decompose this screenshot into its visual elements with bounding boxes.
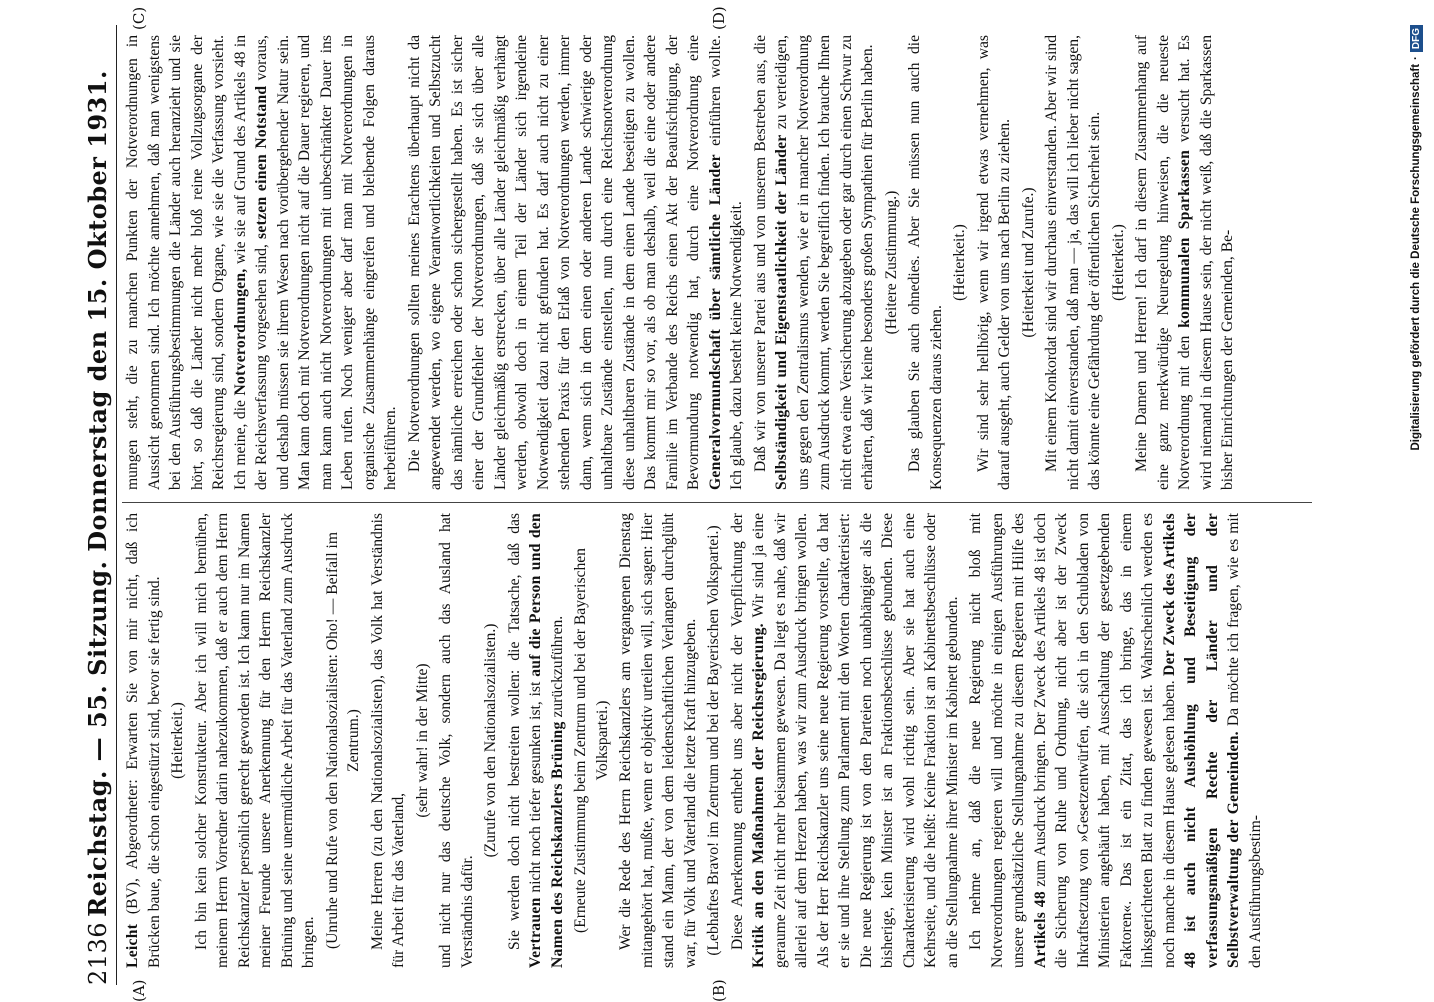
margin-mark-b: (B) xyxy=(710,979,728,1002)
interjection: (Heiterkeit.) xyxy=(951,224,968,301)
paragraph: Ich bin kein solcher Konstrukteur. Aber ich will mich bemühen, meinem Herrn Vorredner darin nahezukommen, daß er auch dem Herrn Reichskanzler persönlich gerecht geworden ist. Ich kann nur im Namen meiner Freunde unsere Anerkennung für den Herrn Reichskanzler Brüning und seine unermüdliche Arbeit für das Vaterland zum Ausdruck bringen. xyxy=(192,513,317,968)
page-title: Reichstag. — 55. Sitzung. Donnerstag den 15. Oktober 1931. xyxy=(83,70,112,917)
interjection: (Erneute Zustimmung beim Zentrum und bei der Bayerischen Volkspartei.) xyxy=(572,548,611,933)
interjection: (Heitere Zustimmung.) xyxy=(882,190,900,335)
page-number: 2136 xyxy=(84,921,112,985)
text-column-right xyxy=(122,35,1312,490)
interjection: (Lebhaftes Bravo! im Zentrum und bei der Bayerischen Volkspartei.) xyxy=(705,525,722,956)
paragraph: Daß wir von unserer Partei aus und von unserem Bestreben aus, die Selbständigkeit und Eigenstaatlichkeit der Länder zu verteidigen, uns gegen den Zentralismus wenden, wie er in mancher Notverordnung zum Ausdruck kommt, werden Sie begreiflich finden. Ich brauche Ihnen nicht etwa eine Versicherung abzugeben oder gar durch einen Schwur zu erhärten, daß wir keine besonders großen Sympathien für Berlin haben. xyxy=(751,35,876,490)
paragraph: Ich nehme an, daß die neue Regierung nicht bloß mit Notverordnungen regieren will und möchte in einigen Ausführungen unsere grundsätzliche Stellungnahme zu diesem Regieren mit Hilfe des Artikels 48 zum Ausdruck bringen. Der Zweck des Artikels 48 ist doch die Sicherung von Ruhe und Ordnung, nicht aber ist der Zweck Inkraftsetzung von »Gesetzentwürfen, die sich in den Schubladen von Ministerien angehäuft haben, mit Ausschaltung der gesetzgebenden Faktoren«. Das ist ein Zitat, das ich bringe, das in einem linksgerichteten Blatt zu finden gewesen ist. Wahrscheinlich werden es noch manche in diesem Hause gelesen haben. Der Zweck des Artikels 48 ist auch nicht Aushöhlung und Beseitigung der verfassungsmäßigen Rechte der Länder und der Selbstverwaltung der Gemeinden. Da möchte ich fragen, wie es mit den Ausführungsbestim- xyxy=(967,513,1264,968)
interjection: (sehr wahr! in der Mitte) xyxy=(413,663,431,818)
interjection: (Heiterkeit.) xyxy=(1109,224,1127,301)
paragraph: Diese Anerkennung enthebt uns aber nicht der Verpflichtung der Kritik an den Maßnahmen der Reichsregierung. Wir sind ja eine geraume Zeit nicht mehr beisammen gewesen. Da liegt es nahe, daß wir allerlei auf dem Herzen haben, was wir zum Ausdruck bringen wollen. Als der Herr Reichskanzler uns seine neue Regierung vorstellte, da hat er sie und ihre Stellung zum Parlament mit den Worten charakterisiert: Die neue Regierung ist von den Parteien noch unabhängiger als die bisherige, kein Minister ist an Fraktionsbeschlüsse gebunden. Diese Charakterisierung wird wohl richtig sein. Aber sie hat auch eine Kehrseite, und die heißt: Keine Fraktion ist an Kabinettsbeschlüsse oder an die Stellungnahme ihrer Minister im Kabinett gebunden. xyxy=(728,513,961,968)
paragraph: und nicht nur das deutsche Volk, sondern auch das Ausland hat Verständnis dafür. xyxy=(437,513,476,968)
paragraph: Wer die Rede des Herrn Reichskanzlers am vergangenen Dienstag mitangehört hat, mußte, wenn er objektiv urteilen will, sich sagen: Hier stand ein Mann, der von dem leidenschaftlichen Verlangen durchglüht war, für Volk und Vaterland die letzte Kraft hinzugeben. xyxy=(617,513,699,968)
interjection: (Heiterkeit und Zurufe.) xyxy=(1019,187,1037,338)
column-divider xyxy=(122,502,1312,503)
dfg-logo: DFG xyxy=(1410,25,1423,52)
text-column-left xyxy=(122,513,1312,968)
margin-mark-d: (D) xyxy=(710,6,728,30)
digitization-note: Digitalisierung gefördert durch die Deutsche Forschungsgemeinschaft · DFG xyxy=(1405,25,1427,985)
margin-mark-a: (A) xyxy=(130,979,148,1002)
paragraph: Meine Herren (zu den Nationalsozialisten), das Volk hat Verständnis für Arbeit für das Vaterland, xyxy=(368,513,407,968)
paragraph: Sie werden doch nicht bestreiten wollen: die Tatsache, daß das Vertrauen nicht noch tiefer gesunken ist, ist auf die Person und den Namen des Reichskanzlers Brüning zurückzuführen. xyxy=(505,513,566,968)
paragraph: Das glauben Sie auch ohnedies. Aber Sie müssen nun auch die Konsequenzen daraus ziehen. xyxy=(906,35,945,490)
paragraph: Leicht (BV), Abgeordneter: Erwarten Sie von mir nicht, daß ich Brücken baue, die schon eingestürzt sind, bevor sie fertig sind. xyxy=(124,513,163,968)
rotated-page xyxy=(70,0,1320,1000)
paragraph: Die Notverordnungen sollten meines Erachtens überhaupt nicht da angewendet werden, wo eigene Verantwortlichkeiten und Selbstzucht das nämliche erreichen oder schon sichergestellt haben. Es ist sicher einer der Grundfehler der Notverordnungen, daß sie sich über alle Länder gleichmäßig erstrecken, über alle Länder gleichmäßig verhängt werden, obwohl doch in einem Teil der Länder sich irgendeine Notwendigkeit dazu nicht gefunden hat. Es darf auch nicht zu einer stehenden Praxis für den Erlaß von Notverordnungen werden, immer dann, wenn sich in dem einen oder anderen Lande schwierige oder unhaltbare Zustände einstellen, nun durch eine Reichsnotverordnung diese unhaltbaren Zustände in dem einen Lande beseitigen zu wollen. Das kommt mir so vor, als ob man deshalb, weil die eine oder andere Familie im Verbande des Reichs einen Akt der Beaufsichtigung, der Bevormundung notwendig hat, durch eine Notverordnung eine Generalvormundschaft über sämtliche Länder einführen wollte. Ich glaube, dazu besteht keine Notwendigkeit. xyxy=(405,35,745,490)
paragraph: Mit einem Konkordat sind wir durchaus einverstanden. Aber wir sind nicht damit einverstanden, daß man — ja, das will ich lieber nicht sagen, das könnte eine Gefährdung der öffentlichen Sicherheit sein. xyxy=(1043,35,1103,490)
margin-mark-c: (C) xyxy=(130,6,148,30)
interjection: (Unruhe und Rufe von den Nationalsozialisten: Oho! — Beifall im Zentrum.) xyxy=(323,531,362,950)
interjection: (Heiterkeit.) xyxy=(169,702,186,779)
paragraph: Meine Damen und Herren! Ich darf in diesem Zusammenhang auf eine ganz merkwürdige Neuregelung hinweisen, die die neueste Notverordnung mit den kommunalen Sparkassen versucht hat. Es wird niemand in diesem Hause sein, der nicht weiß, daß die Sparkassen bisher Einrichtungen der Gemeinden, Be- xyxy=(1133,35,1236,490)
digitization-note-text: Digitalisierung gefördert durch die Deutsche Forschungsgemeinschaft xyxy=(1410,63,1422,451)
running-head xyxy=(82,25,117,985)
paragraph: Wir sind sehr hellhörig, wenn wir irgend etwas vernehmen, was darauf ausgeht, auch Gelder von uns nach Berlin zu ziehen. xyxy=(974,35,1013,490)
interjection: (Zurufe von den Nationalsozialisten.) xyxy=(482,623,499,858)
paragraph: mungen steht, die zu manchen Punkten der Notverordnungen in Aussicht genommen sind. Ich möchte annehmen, daß man wenigstens bei den Ausführungsbestimmungen die Länder auch heranzieht und sie hört, so daß die Länder nicht mehr bloß reine Vollzugsorgane der Reichsregierung sind, sondern Organe, wie sie die Verfassung vorsieht. Ich meine, die Notverordnungen, wie sie auf Grund des Artikels 48 in der Reichsverfassung vorgesehen sind, setzen einen Notstand voraus, und deshalb müssen sie ihrem Wesen nach vorübergehender Natur sein. Man kann doch mit Notverordnungen nicht auf die Dauer regieren, und man kann auch nicht Notverordnungen mit unbeschränkter Dauer ins Leben rufen. Noch weniger aber darf man mit Notverordnungen in organische Zusammenhänge eingreifen und bleibende Folgen daraus herbeiführen. xyxy=(124,35,399,490)
